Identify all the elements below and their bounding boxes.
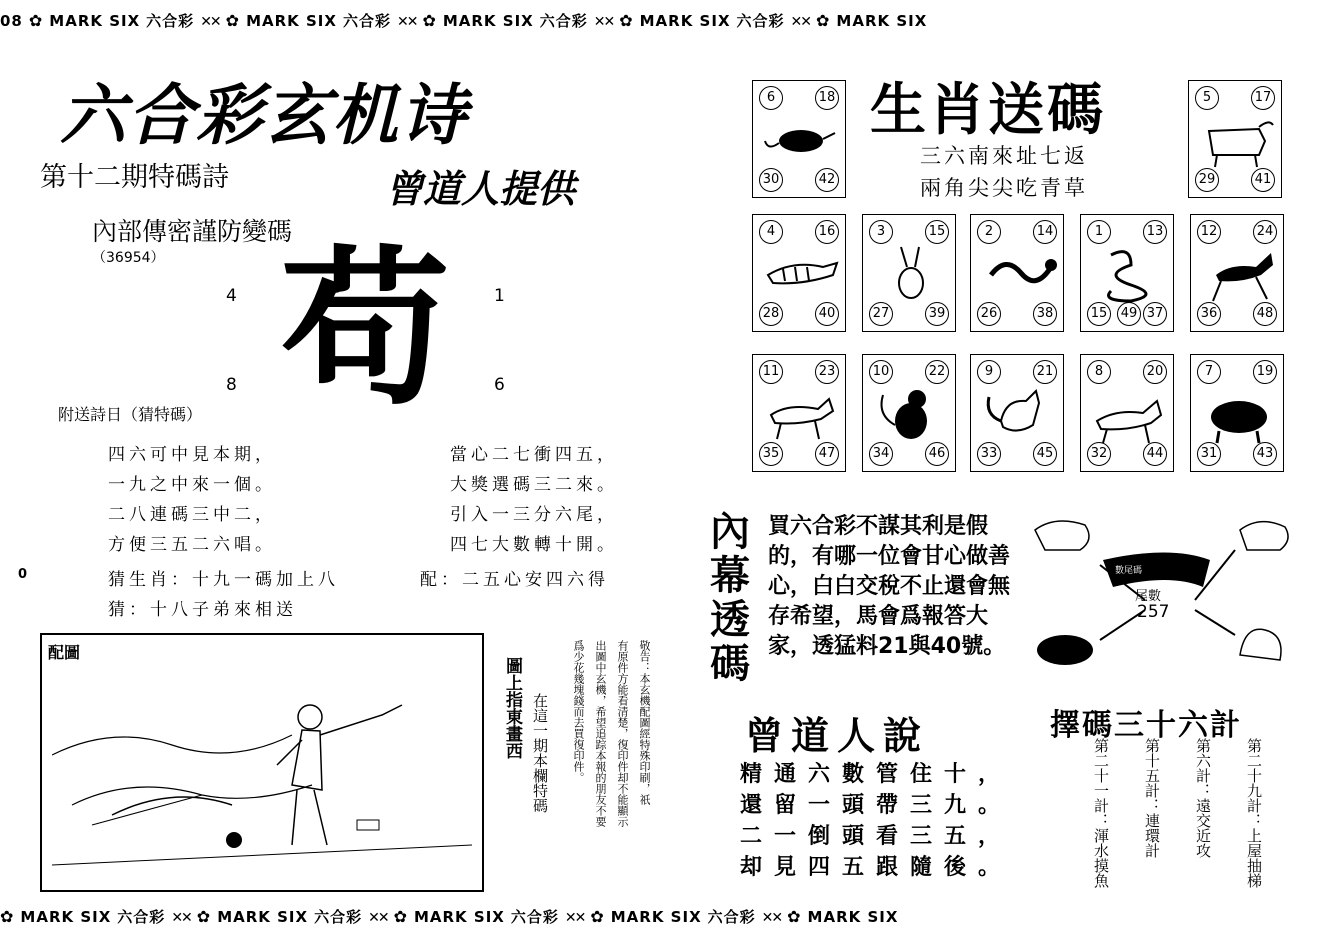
x-icon: ✕✕	[564, 910, 585, 926]
card-number: 38	[1033, 302, 1057, 326]
mark-six-text: MARK SIX	[246, 12, 337, 30]
plan-col: 第二十九計：上屋抽梯	[1245, 738, 1263, 888]
flower-icon: ✿	[225, 11, 241, 30]
dog-icon	[1091, 385, 1167, 445]
tail-emblem	[1025, 505, 1315, 680]
card-number: 13	[1143, 220, 1167, 244]
inside-text: 買六合彩不謀其利是假的，有哪一位會甘心做善心，白白交稅不止還會無存希望，馬會爲報答大家，透猛料21與40號。	[768, 514, 1011, 659]
poem-line: 方便三五二六唱。	[108, 535, 276, 555]
card-number: 26	[977, 302, 1001, 326]
card-number: 23	[815, 360, 839, 384]
flower-icon: ✿	[0, 907, 15, 926]
picture-label: 配圖	[48, 643, 81, 662]
tail-value: 257	[1137, 602, 1170, 622]
card-number: 48	[1253, 302, 1277, 326]
card-number: 40	[815, 302, 839, 326]
corner-number-tr: 1	[494, 286, 505, 306]
zodiac-card-horse	[1190, 214, 1284, 332]
plan-col: 第二十一計：渾水摸魚	[1092, 738, 1110, 888]
card-number: 44	[1143, 442, 1167, 466]
poem-line: 一九之中來一個。	[108, 475, 276, 495]
inside-title-char: 碼	[710, 641, 750, 687]
card-number: 43	[1253, 442, 1277, 466]
card-number: 15	[1087, 302, 1111, 326]
liuhecai-text: 六合彩	[342, 12, 391, 30]
card-number: 29	[1195, 168, 1219, 192]
card-number: 47	[815, 442, 839, 466]
zeng-line: 精通六數管住十，	[740, 761, 1013, 787]
liuhecai-text: 六合彩	[314, 908, 363, 926]
page-number: 08	[0, 12, 23, 30]
card-number: 27	[869, 302, 893, 326]
mark-six-text: MARK SIX	[836, 12, 928, 30]
plan-col: 第六計：遠交近攻	[1194, 738, 1212, 858]
inside-title-char: 幕	[710, 553, 750, 599]
card-number: 15	[925, 220, 949, 244]
notice-line: 有原件方能看清楚，復印件却不能顯示	[616, 640, 629, 827]
poem-line: 二八連碼三中二，	[108, 505, 276, 525]
zeng-line: 却見四五跟隨後。	[740, 854, 1013, 880]
poem-line: 大獎選碼三二來。	[450, 475, 618, 495]
card-number: 8	[1087, 360, 1111, 384]
bottom-banner	[0, 906, 1326, 932]
inside-title	[710, 510, 758, 686]
appendix-title: 附送詩日（猜特碼）	[58, 405, 203, 424]
top-banner	[0, 10, 1326, 36]
card-number: 32	[1087, 442, 1111, 466]
card-number: 16	[815, 220, 839, 244]
notice-block	[570, 640, 652, 890]
card-number: 2	[977, 220, 1001, 244]
flower-icon: ✿	[422, 11, 437, 30]
card-number: 12	[1197, 220, 1221, 244]
picture-caption-1: 圖上指東畫西	[502, 657, 522, 759]
flower-icon: ✿	[619, 11, 634, 30]
x-icon: ✕✕	[761, 910, 782, 926]
x-icon: ✕✕	[200, 14, 220, 30]
card-number: 39	[925, 302, 949, 326]
guess-line: 猜：十八子弟來相送	[108, 600, 297, 620]
snake-icon	[1091, 245, 1167, 305]
mark-six-text: MARK SIX	[20, 908, 112, 926]
card-number: 7	[1197, 360, 1221, 384]
poem-line: 四六可中見本期，	[108, 445, 276, 465]
flower-icon: ✿	[393, 907, 408, 926]
poem-line: 引入一三分六尾，	[450, 505, 618, 525]
zodiac-title: 生肖送碼	[870, 78, 1106, 143]
horse-icon	[1201, 245, 1277, 305]
liuhecai-text: 六合彩	[707, 908, 756, 926]
card-number: 10	[869, 360, 893, 384]
pig-icon	[1201, 385, 1277, 445]
card-number: 41	[1251, 168, 1275, 192]
poem-line: 四七大數轉十開。	[450, 535, 618, 555]
inner-code-title: 內部傳密謹防變碼	[92, 217, 293, 246]
x-icon: ✕✕	[593, 14, 614, 30]
zodiac-card-rabbit	[862, 214, 956, 332]
zodiac-card-pig	[1190, 354, 1284, 472]
card-number: 42	[815, 168, 839, 192]
provider-title: 曾道人提供	[385, 167, 576, 211]
plan-col: 第十五計：連環計	[1143, 738, 1161, 858]
zodiac-card-goat	[752, 354, 846, 472]
picture-box	[40, 633, 549, 892]
child-illustration	[52, 665, 472, 885]
notice-line: 敬告：本玄機配圖經特殊印刷，祇	[638, 640, 651, 805]
poem-right	[450, 440, 618, 560]
zodiac-card-tiger	[752, 214, 846, 332]
zodiac-card-snake	[1080, 214, 1174, 332]
notice-line: 出圖中玄機，希望追踪本報的朋友不要	[594, 640, 607, 827]
card-number: 20	[1143, 360, 1167, 384]
liuhecai-text: 六合彩	[117, 908, 166, 926]
liuhecai-text: 六合彩	[146, 12, 195, 30]
card-number: 33	[977, 442, 1001, 466]
card-number: 3	[869, 220, 893, 244]
guess-zodiac: 猜生肖：十九一碼加上八	[108, 570, 339, 590]
mark-six-text: MARK SIX	[442, 12, 534, 30]
card-number: 37	[1143, 302, 1167, 326]
goat-icon	[763, 385, 839, 445]
zodiac-card-ox	[1188, 80, 1282, 198]
flower-icon: ✿	[196, 907, 212, 926]
card-number: 22	[925, 360, 949, 384]
corner-number-tl: 4	[226, 286, 237, 306]
zodiac-card-rooster	[970, 354, 1064, 472]
card-number: 46	[925, 442, 949, 466]
notice-line: 爲少花幾塊錢而去買復印件。	[572, 640, 585, 783]
card-number: 6	[759, 86, 783, 110]
mark-six-text: MARK SIX	[807, 908, 899, 926]
mark-six-text: MARK SIX	[639, 12, 731, 30]
zeng-poem	[740, 757, 1012, 881]
card-number: 45	[1033, 442, 1057, 466]
x-icon: ✕✕	[171, 910, 191, 926]
liuhecai-text: 六合彩	[510, 908, 559, 926]
card-number: 21	[1033, 360, 1057, 384]
rooster-icon	[981, 385, 1057, 445]
card-number: 28	[759, 302, 783, 326]
card-number: 36	[1197, 302, 1221, 326]
card-number: 4	[759, 220, 783, 244]
x-icon: ✕✕	[790, 14, 810, 30]
picture-caption-2: 在這一期本欄特碼	[531, 693, 549, 813]
mark-six-text: MARK SIX	[49, 12, 141, 30]
plan-columns	[1065, 738, 1265, 898]
card-number: 14	[1033, 220, 1057, 244]
flower-icon: ✿	[816, 11, 831, 30]
flower-icon: ✿	[590, 907, 605, 926]
liuhecai-text: 六合彩	[539, 12, 588, 30]
code-number: （36954）	[92, 250, 165, 266]
zodiac-sub-2: 兩角尖尖吃青草	[920, 176, 1088, 200]
poem-line: 當心二七衝四五，	[450, 445, 618, 465]
ox-icon	[1199, 111, 1275, 171]
big-character: 苟	[280, 231, 451, 429]
mark-six-text: MARK SIX	[413, 908, 505, 926]
rat-icon	[763, 111, 839, 171]
flower-icon: ✿	[787, 907, 802, 926]
zodiac-card-dog	[1080, 354, 1174, 472]
zeng-title: 曾道人說	[745, 713, 930, 758]
tail-label: 尾數	[1135, 589, 1162, 604]
zodiac-card-rat	[752, 80, 846, 198]
rooster-icon	[1240, 629, 1281, 660]
card-number: 18	[815, 86, 839, 110]
zodiac-card-dragon	[970, 214, 1064, 332]
card-number: 35	[759, 442, 783, 466]
card-number: 11	[759, 360, 783, 384]
card-number: 17	[1251, 86, 1275, 110]
inside-title-char: 透	[710, 597, 750, 643]
flower-icon: ✿	[28, 11, 44, 30]
mark-six-text: MARK SIX	[217, 908, 309, 926]
zeng-line: 二一倒頭看三五，	[740, 823, 1013, 849]
zero-mark: 0	[18, 567, 28, 582]
card-number: 5	[1195, 86, 1219, 110]
card-number: 24	[1253, 220, 1277, 244]
inside-title-char: 內	[710, 509, 750, 555]
card-number: 1	[1087, 220, 1111, 244]
card-number: 31	[1197, 442, 1221, 466]
card-number: 49	[1117, 302, 1141, 326]
corner-number-bl: 8	[226, 375, 237, 395]
match-line: 配：二五心安四六得	[420, 570, 609, 590]
issue-title: 第十二期特碼詩	[40, 162, 229, 193]
zodiac-card-monkey	[862, 354, 956, 472]
liuhecai-text: 六合彩	[736, 12, 785, 30]
tail-banner: 數尾碼	[1115, 566, 1143, 576]
plan-title: 擇碼三十六計	[1050, 708, 1242, 743]
card-number: 19	[1253, 360, 1277, 384]
poem-left	[108, 440, 276, 560]
card-number: 34	[869, 442, 893, 466]
card-number: 30	[759, 168, 783, 192]
pig-icon	[1037, 635, 1093, 665]
tiger-icon	[763, 245, 839, 305]
corner-number-br: 6	[494, 375, 505, 395]
x-icon: ✕✕	[396, 14, 417, 30]
card-number: 9	[977, 360, 1001, 384]
goat-icon	[1240, 522, 1288, 550]
mark-six-text: MARK SIX	[610, 908, 702, 926]
zodiac-sub-1: 三六南來址七返	[920, 144, 1088, 168]
x-icon: ✕✕	[368, 910, 388, 926]
goat-icon	[1035, 521, 1089, 550]
main-title: 六合彩玄机诗	[60, 77, 468, 154]
monkey-icon	[873, 385, 949, 445]
dragon-icon	[981, 245, 1057, 305]
zeng-line: 還留一頭帶三九。	[740, 792, 1013, 818]
rabbit-icon	[873, 245, 949, 305]
